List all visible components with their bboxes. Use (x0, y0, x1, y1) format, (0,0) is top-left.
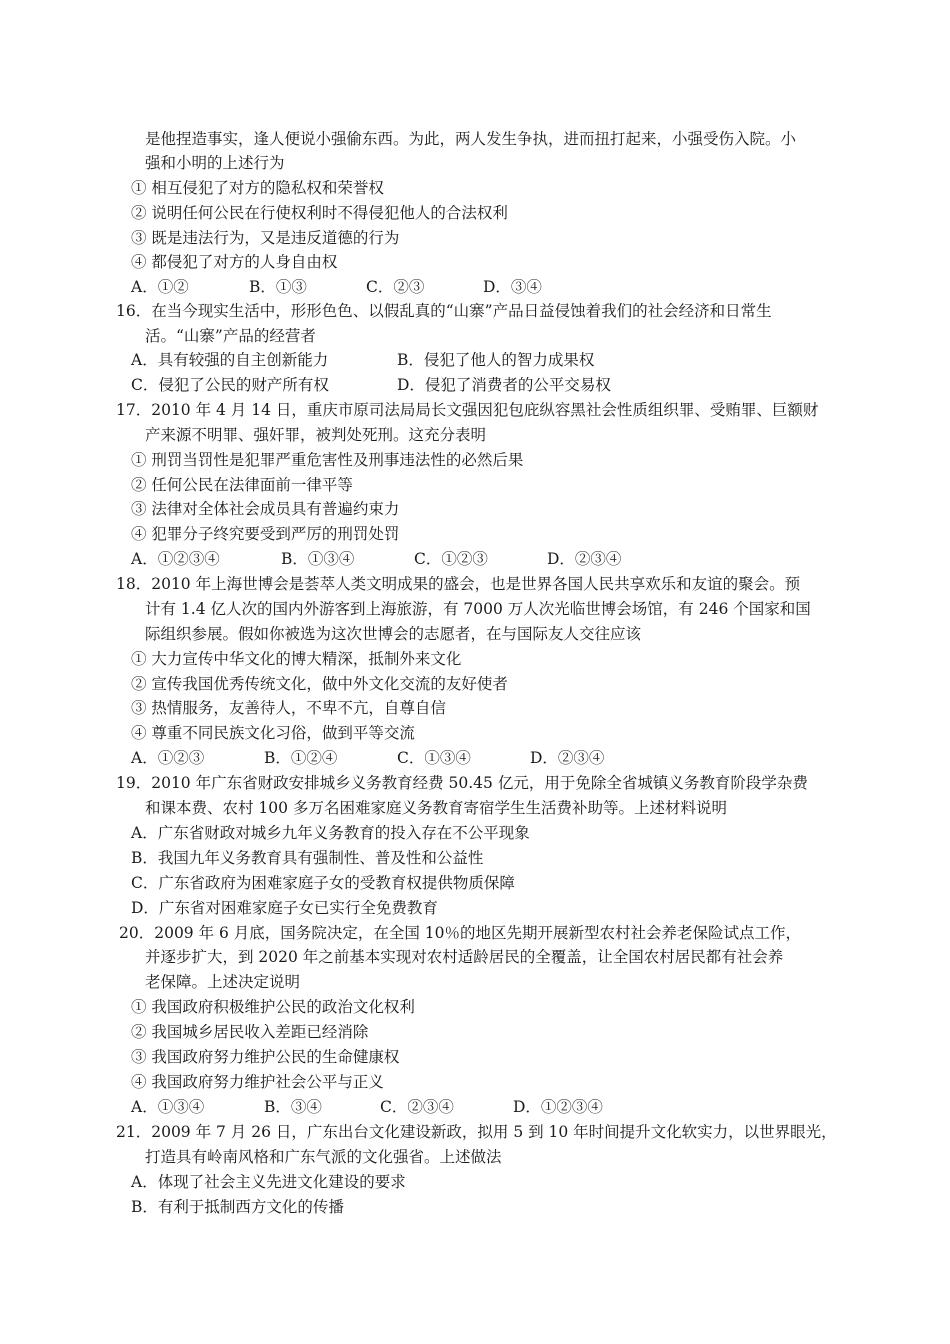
question-19-option-b: B．我国九年义务教育具有强制性、普及性和公益性 (131, 849, 484, 867)
question-18-option-b: B．①②④ (264, 749, 338, 767)
question-16-option-b: B．侵犯了他人的智力成果权 (397, 351, 595, 369)
question-15-option-d: D．③④ (483, 278, 542, 296)
question-20-option-d: D．①②③④ (513, 1098, 603, 1116)
question-18-item-2: ② 宣传我国优秀传统文化，做中外文化交流的友好使者 (131, 675, 508, 693)
question-16-stem-line-2: 活。“山寨”产品的经营者 (145, 327, 316, 345)
question-16-option-c: C．侵犯了公民的财产所有权 (131, 376, 329, 394)
question-18-stem-line-2: 计有 1.4 亿人次的国内外游客到上海旅游，有 7000 万人次光临世博会场馆，有 246 个国家和国 (145, 600, 811, 618)
question-17-option-a: A．①②③④ (131, 550, 220, 568)
question-15-options (131, 275, 542, 299)
question-20-item-4: ④ 我国政府努力维护社会公平与正义 (131, 1073, 384, 1091)
question-20-stem-line-2: 并逐步扩大，到 2020 年之前基本实现对农村适龄居民的全覆盖，让全国农村居民都有社会养 (145, 948, 784, 966)
question-17-options (131, 547, 621, 571)
question-16-options-row-2 (131, 373, 611, 397)
question-17-option-c: C．①②③ (414, 550, 488, 568)
question-18-item-3: ③ 热情服务，友善待人，不卑不亢，自尊自信 (131, 699, 446, 717)
question-18-stem-line-3: 际组织参展。假如你被选为这次世博会的志愿者，在与国际友人交往应该 (145, 625, 642, 643)
question-20-item-1: ① 我国政府积极维护公民的政治文化权利 (131, 998, 415, 1016)
question-17-option-b: B．①③④ (281, 550, 355, 568)
question-19-stem-line-2: 和课本费、农村 100 多万名困难家庭义务教育寄宿学生生活费补助等。上述材料说明 (145, 799, 727, 817)
question-16-option-a: A．具有较强的自主创新能力 (131, 351, 329, 369)
question-20-options (131, 1095, 603, 1119)
question-15-stem-line-2: 强和小明的上述行为 (145, 154, 285, 172)
question-18-option-a: A．①②③ (131, 749, 205, 767)
question-18-options (131, 746, 604, 770)
question-15-item-4: ④ 都侵犯了对方的人身自由权 (131, 253, 338, 271)
question-18-item-1: ① 大力宣传中华文化的博大精深，抵制外来文化 (131, 650, 462, 668)
question-19-stem-line-1: 19．2010 年广东省财政安排城乡义务教育经费 50.45 亿元，用于免除全省城镇义务教育阶段学杂费 (116, 774, 808, 792)
question-21-option-b: B．有利于抵制西方文化的传播 (131, 1198, 344, 1216)
question-21-option-a: A．体现了社会主义先进文化建设的要求 (131, 1173, 406, 1191)
question-20-option-c: C．②③④ (380, 1098, 454, 1116)
question-15-option-a: A．①② (131, 278, 189, 296)
question-18-item-4: ④ 尊重不同民族文化习俗，做到平等交流 (131, 724, 415, 742)
question-17-item-3: ③ 法律对全体社会成员具有普遍约束力 (131, 500, 400, 518)
question-20-item-2: ② 我国城乡居民收入差距已经消除 (131, 1023, 369, 1041)
question-20-option-b: B．③④ (264, 1098, 322, 1116)
question-15-item-3: ③ 既是违法行为，又是违反道德的行为 (131, 229, 400, 247)
question-17-item-1: ① 刑罚当罚性是犯罪严重危害性及刑事违法性的必然后果 (131, 451, 524, 469)
question-19-option-d: D．广东省对困难家庭子女已实行全免费教育 (131, 899, 438, 917)
question-18-option-c: C．①③④ (397, 749, 471, 767)
question-19-option-a: A．广东省财政对城乡九年义务教育的投入存在不公平现象 (131, 824, 530, 842)
question-17-item-4: ④ 犯罪分子终究要受到严厉的刑罚处罚 (131, 525, 400, 543)
question-19-option-c: C．广东省政府为困难家庭子女的受教育权提供物质保障 (131, 874, 515, 892)
question-21-stem-line-2: 打造具有岭南风格和广东气派的文化强省。上述做法 (145, 1148, 502, 1166)
question-17-stem-line-1: 17．2010 年 4 月 14 日，重庆市原司法局局长文强因犯包庇纵容黑社会性质组织罪、受贿罪、巨额财 (116, 401, 819, 419)
question-18-stem-line-1: 18．2010 年上海世博会是荟萃人类文明成果的盛会，也是世界各国人民共享欢乐和友谊的聚会。预 (116, 575, 801, 593)
question-17-stem-line-2: 产来源不明罪、强奸罪，被判处死刑。这充分表明 (145, 426, 487, 444)
question-20-stem-line-1: 20．2009 年 6 月底，国务院决定，在全国 10％的地区先期开展新型农村社会养老保险试点工作， (119, 924, 801, 942)
question-17-option-d: D．②③④ (547, 550, 622, 568)
question-16-stem-line-1: 16．在当今现实生活中，形形色色、以假乱真的“山寨”产品日益侵蚀着我们的社会经济和日常生 (116, 302, 772, 320)
question-21-stem-line-1: 21．2009 年 7 月 26 日，广东出台文化建设新政，拟用 5 到 10 年时间提升文化软实力，以世界眼光， (116, 1123, 837, 1141)
question-20-stem-line-3: 老保障。上述决定说明 (145, 973, 301, 991)
question-17-item-2: ② 任何公民在法律面前一律平等 (131, 476, 353, 494)
question-16-option-d: D．侵犯了消费者的公平交易权 (397, 376, 611, 394)
question-18-option-d: D．②③④ (530, 749, 605, 767)
question-20-option-a: A．①③④ (131, 1098, 205, 1116)
question-15-option-b: B．①③ (249, 278, 307, 296)
question-15-item-2: ② 说明任何公民在行使权利时不得侵犯他人的合法权利 (131, 204, 508, 222)
question-15-item-1: ① 相互侵犯了对方的隐私权和荣誉权 (131, 179, 384, 197)
question-15-stem-line-1: 是他捏造事实，逢人便说小强偷东西。为此，两人发生争执，进而扭打起来，小强受伤入院。小 (145, 130, 797, 148)
question-15-option-c: C．②③ (366, 278, 425, 296)
question-20-item-3: ③ 我国政府努力维护公民的生命健康权 (131, 1048, 400, 1066)
question-16-options-row-1 (131, 348, 594, 372)
